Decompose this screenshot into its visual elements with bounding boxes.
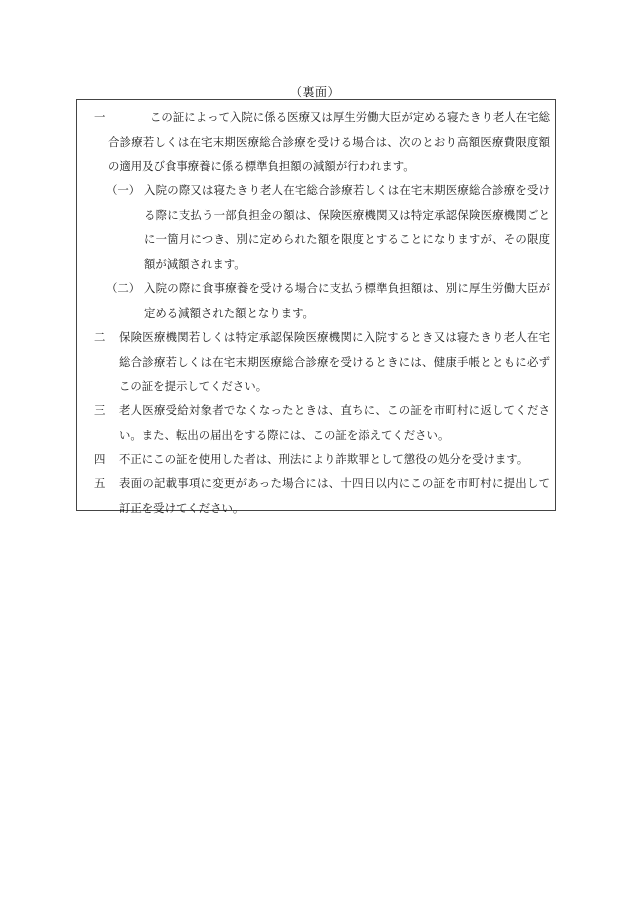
item-text: 保険医療機関若しくは特定承認保険医療機関に入院するとき又は寝たきり老人在宅総合診療若しくは在宅末期医療総合診療を受けるときには、健康手帳とともに必ずこの証を提示してください。 — [119, 330, 550, 393]
notice-subitem-1-2 — [106, 276, 550, 325]
item-text: 老人医療受給対象者でなくなったときは、直ちに、この証を市町村に返してください。また、転出の届出をする際には、この証を添えてください。 — [119, 403, 550, 442]
subitem-text: 入院の際又は寝たきり老人在宅総合診療若しくは在宅末期医療総合診療を受ける際に支払う一部負担金の額は、保険医療機関又は特定承認保険医療機関ごとに一箇月につき、別に定められた額を限度とすることになりますが、その限度額が減額されます。 — [144, 183, 550, 271]
item-text: 表面の記載事項に変更があった場合には、十四日以内にこの証を市町村に提出して訂正を受けてください。 — [119, 476, 550, 515]
subitem-text: 入院の際に食事療養を受ける場合に支払う標準負担額は、別に厚生労働大臣が定める減額された額となります。 — [144, 281, 550, 320]
notice-item-3 — [94, 398, 550, 447]
item-text: 不正にこの証を使用した者は、刑法により詐欺罪として懲役の処分を受けます。 — [119, 452, 529, 466]
item-number: 四 — [94, 452, 106, 466]
item-number: 五 — [94, 476, 106, 490]
subitem-number: （一） — [106, 183, 141, 197]
notice-item-2 — [94, 325, 550, 399]
notice-box — [76, 99, 556, 515]
notice-subitem-1-1 — [106, 178, 550, 276]
page-heading: （裏面） — [289, 85, 340, 99]
item-text: この証によって入院に係る医療又は厚生労働大臣が定める寝たきり老人在宅総合診療若しくは在宅末期医療総合診療を受ける場合は、次のとおり高額医療費限度額の適用及び食事療養に係る標準負担額の減額が行われます。 — [108, 110, 550, 173]
notice-item-1 — [94, 105, 550, 179]
item-number: 一 — [94, 110, 106, 124]
subitem-number: （二） — [106, 281, 141, 295]
item-number: 三 — [94, 403, 106, 417]
notice-item-5 — [94, 471, 550, 520]
notice-item-4 — [94, 447, 550, 472]
item-number: 二 — [94, 330, 106, 344]
